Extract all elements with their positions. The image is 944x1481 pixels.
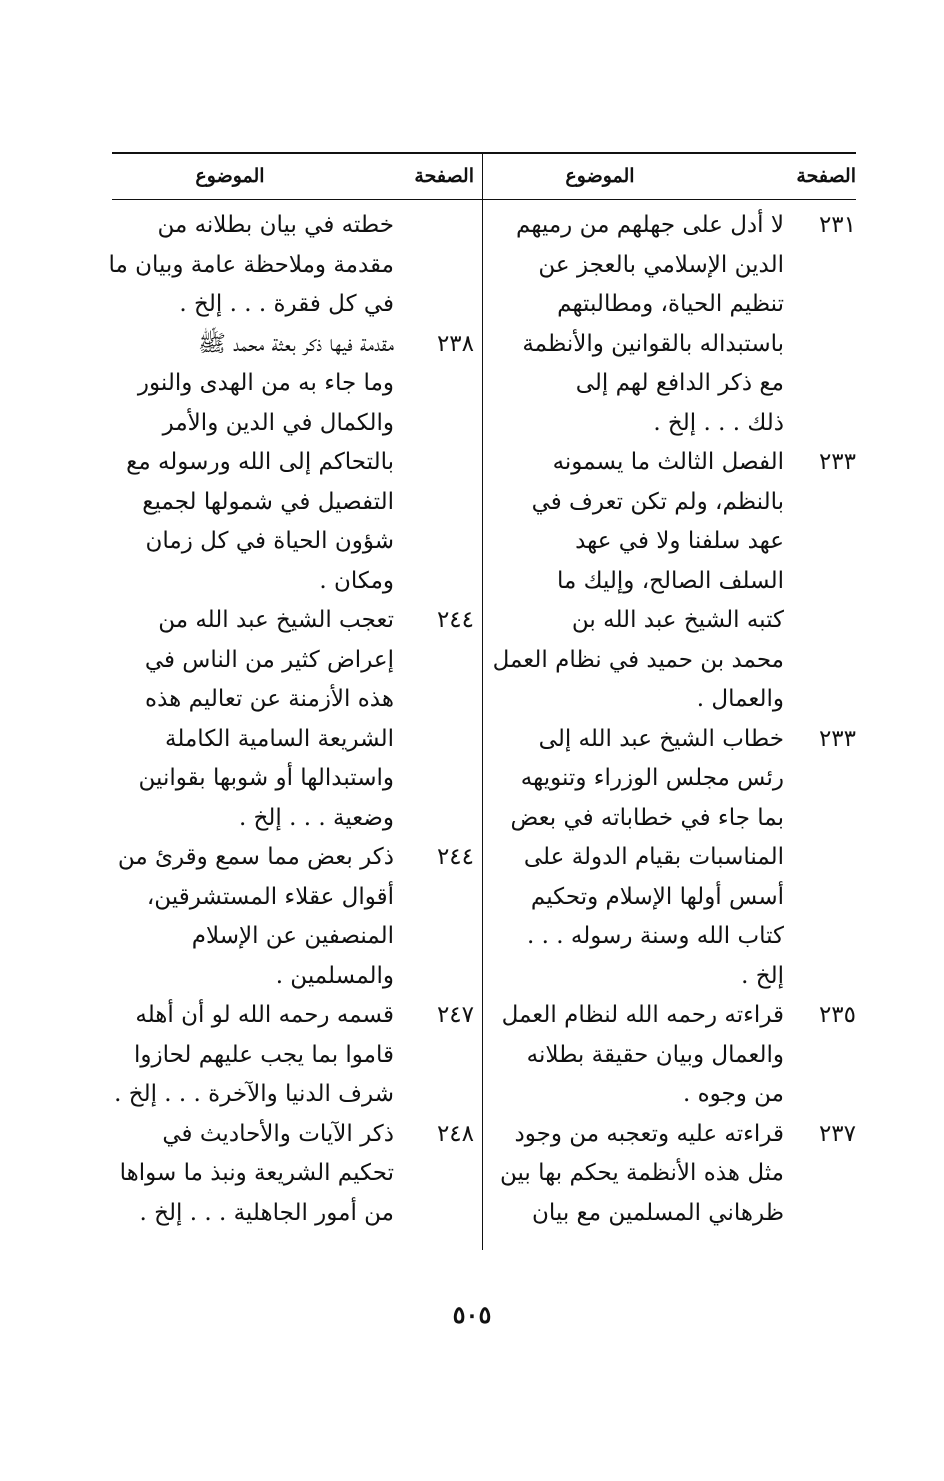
entry-page-number: ٢٣٧ (818, 1120, 856, 1147)
index-entry (108, 1115, 474, 1234)
entry-topic: ذكر بعض مما سمع وقرئ من أقوال عقلاء المستشرقين، المنصفين عن الإسلام والمسلمين . (117, 844, 394, 989)
entry-page-number: ٢٤٨ (436, 1120, 474, 1147)
header-topic-label-left: الموضوع (195, 165, 265, 187)
entry-page-number: ٢٣٥ (818, 1002, 856, 1028)
entry-page-number: ٢٣٣ (818, 725, 856, 752)
index-entry (490, 206, 856, 443)
page-number: ٥٠٥ (452, 1300, 492, 1329)
index-entry (490, 443, 856, 720)
header-rule (112, 199, 856, 200)
entry-page-number: ٢٤٧ (436, 1002, 474, 1028)
index-entry (108, 325, 474, 602)
entry-page-number: ٢٣٨ (436, 330, 474, 357)
entry-topic: تعجب الشيخ عبد الله من إعراض كثير من الناس في هذه الأزمنة عن تعاليم هذه الشريعة السامية الكاملة واستبدالها أو شوبها بقوانين وضعية . . . إلخ . (138, 607, 394, 831)
entry-topic: قراءته رحمه الله لنظام العمل والعمال وبيان حقيقة بطلانه من وجوه . (501, 1002, 784, 1107)
header-topic-label-right: الموضوع (565, 165, 635, 187)
index-entry (490, 720, 856, 997)
index-entry (108, 996, 474, 1115)
entry-topic: قسمه رحمه الله لو أن أهله قاموا بما يجب عليهم لحازوا شرف الدنيا والآخرة . . . إلخ . (114, 1002, 394, 1107)
top-rule (112, 152, 856, 154)
entry-topic: خطاب الشيخ عبد الله إلى رئس مجلس الوزراء وتنويهه بما جاء في خطاباته في بعض المناسبات بقيام الدولة على أسس أولها الإسلام وتحكيم كتاب الله وسنة رسوله . . . إلخ . (510, 725, 784, 989)
entry-topic: مقدمة فيها ذكر بعثة محمد ﷺ وما جاء به من الهدى والنور والكمال في الدين والأمر بالتحاكم إلى الله ورسوله مع التفصيل في شمولها لجميع شؤون الحياة في كل زمان ومكان . (126, 330, 394, 594)
entry-page-number: ٢٤٤ (436, 844, 474, 870)
entry-topic: الفصل الثالث ما يسمونه بالنظم، ولم تكن تعرف في عهد سلفنا ولا في عهد السلف الصالح، وإليك ما كتبه الشيخ عبد الله بن محمد بن حميد في نظام العمل والعمال . (492, 449, 784, 712)
column-divider (482, 152, 483, 1250)
entry-topic: لا أدل على جهلهم من رميهم الدين الإسلامي بالعجز عن تنظيم الحياة، ومطالبتهم باستبداله بالقوانين والأنظمة مع ذكر الدافع لهم إلى ذلك . . . إلخ . (516, 212, 784, 436)
entry-page-number: ٢٤٤ (436, 607, 474, 633)
entry-page-number: ٢٣٣ (818, 449, 856, 475)
header-page-label-right: الصفحة (796, 165, 856, 187)
entry-topic: ذكر الآيات والأحاديث في تحكيم الشريعة ونبذ ما سواها من أمور الجاهلية . . . إلخ . (119, 1120, 394, 1226)
index-entry (108, 206, 474, 325)
entry-topic: خطته في بيان بطلانه من مقدمة وملاحظة عامة وبيان ما في كل فقرة . . . إلخ . (108, 212, 394, 317)
index-entry (108, 601, 474, 838)
index-entry (490, 996, 856, 1115)
entry-topic: قراءته عليه وتعجبه من وجود مثل هذه الأنظمة يحكم بها بين ظرهاني المسلمين مع بيان (499, 1120, 784, 1226)
entry-page-number: ٢٣١ (818, 212, 856, 238)
header-page-label-left: الصفحة (414, 165, 474, 187)
index-entry (490, 1115, 856, 1234)
left-column (108, 206, 474, 1233)
right-column (490, 206, 856, 1233)
index-entry (108, 838, 474, 996)
